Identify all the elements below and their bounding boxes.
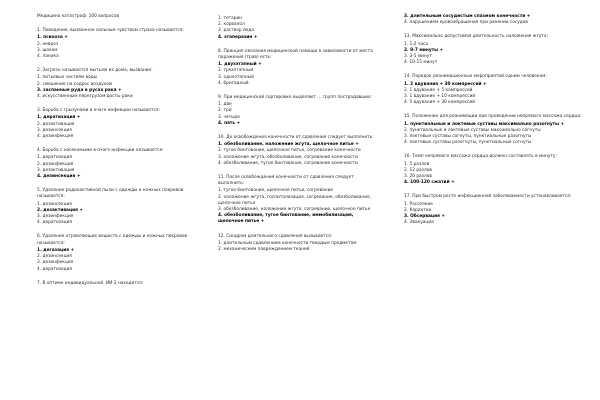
option-number: 2. [218,68,223,74]
question-block [218,135,378,167]
option-text: дератизация [42,266,72,272]
option-number: 4. [218,120,223,126]
question-text [218,234,378,240]
question-number: 10. [218,135,225,141]
question-label: В оптиме индивидуальной. ИИ-2 находится: [42,280,144,286]
question-text [404,154,582,160]
question-number: 3. [37,108,42,114]
option-number: 2. [404,167,409,173]
option-text: пунктиальные и локтевые суставы максимально разогнуты [410,121,560,127]
answer-option [218,81,378,87]
answer-option [404,140,582,146]
correct-mark: + [481,81,487,87]
option-number: 4. [37,94,42,100]
option-text: пунктиальные и локтевые суставы максимально согнуты [409,127,541,133]
option-text: 1 вдувание + 5 компрессий [409,87,473,93]
option-number: 3. [37,47,42,53]
question-block [404,154,582,186]
question-block [37,234,205,272]
option-number: 2. [404,127,409,133]
question-text [404,74,582,80]
option-text: одноэтапный [223,74,254,80]
option-number: 2. [37,41,42,47]
option-number: 3. [37,87,42,93]
answer-option [404,220,582,226]
option-text: 100-120 сжатий [410,180,450,186]
question-label: Принцип оказания медицинской помощи в зависимости от места поражения (трав) есть: [218,48,373,61]
answer-option [218,195,378,207]
correct-mark: + [75,115,81,121]
option-text: Рассеяние [409,201,433,207]
option-number: 2. [404,87,409,93]
option-text: наложение жгута, обезболивание, согревание конечности [223,154,358,160]
option-number: 1. [37,247,42,253]
question-label: Порядок реанимационных мероприятий одним человеком: [412,74,547,80]
correct-mark: + [449,180,455,186]
option-text: шоком [42,47,58,53]
correct-mark: + [439,214,445,220]
option-text: локтевые суставы разогнуты, пунктиальные согнуты [409,140,532,146]
option-number: 3. [37,127,42,133]
option-text: нарушением кровообращения при ранении сосудов [409,20,528,26]
option-text: этаперазин [224,34,253,40]
question-text [37,281,205,287]
option-number: 3. [404,54,409,60]
question-number: 1. [37,28,42,34]
option-text: обезболивание, тугое бинтование, иммобилизация, щелочное питье [218,213,354,225]
option-text: дезинсекция [42,127,72,133]
answer-option [218,247,378,253]
option-text: смешение на содрос воздухом [42,81,113,87]
option-text: дезинфекция [42,260,74,266]
correct-mark: + [116,87,122,93]
option-number: 1. [37,35,42,41]
correct-mark: + [77,207,84,213]
question-block [37,28,205,60]
option-number: 4. [218,160,223,166]
option-text: психоза [43,35,63,41]
question-number: 9. [218,95,223,101]
question-label: Максимально допустимая длительность наложения жгута: [412,34,548,40]
option-number: 1. [37,75,42,81]
question-block [218,175,378,226]
option-number: 3. [218,28,223,34]
option-number: 1. [37,155,42,161]
answer-option [37,134,205,140]
question-block [404,74,582,106]
question-text [37,68,205,74]
option-number: 2. [218,108,223,114]
option-text: раствор йода [223,28,254,34]
option-number: 2. [37,207,42,213]
option-text: дезактивация [42,121,75,127]
option-text: дезактивация [43,207,78,213]
option-number: 3. [404,134,409,140]
option-number: 3. [404,174,409,180]
answer-correct [218,121,378,127]
column-1 [37,14,205,288]
question-text [37,108,205,114]
option-number: 4. [404,20,409,26]
option-number: 2. [37,254,42,260]
question-text [404,194,582,200]
column-3 [404,14,582,226]
question-block [218,16,378,41]
correct-mark: + [235,120,241,126]
option-text: Обсервация [410,214,440,220]
question-block [37,68,205,100]
option-text: дезинфекция [42,214,74,220]
option-number: 3. [404,94,409,100]
option-number: 4. [218,80,223,86]
correct-mark: + [353,142,359,148]
answer-option [404,60,582,66]
column-2 [218,16,378,253]
option-number: 3. [37,260,42,266]
question-label: Борьба с грызунами в очаге инфекции называется: [42,108,160,114]
option-text: механическим повреждением тканей [223,247,310,253]
option-text: дезинфекция [42,161,74,167]
option-text: дезинфекция [42,134,74,140]
answer-option [404,20,582,26]
question-block [404,14,582,26]
option-number: 3. [37,214,42,220]
option-text: Карантин [409,207,432,213]
option-number: 1. [218,62,223,68]
option-number: 4. [404,180,409,186]
option-number: 3. [218,154,223,160]
option-number: 4. [404,60,409,66]
option-text: тугое бинтование, щелочное питье, согревание [223,188,334,194]
option-number: 3. [218,207,223,213]
option-text: трехэтапный [223,68,254,74]
question-label: Удаление радиоактивной пыли с одежды и кожных покровов называется: [37,188,184,200]
question-label: Темп непрямого массажа сердца должен составлять в минуту: [412,154,557,160]
question-text [37,234,205,246]
question-text [218,95,378,101]
option-number: 3. [404,14,409,19]
option-text: 2 вдувания + 30 компрессий [410,81,482,87]
option-number: 1. [404,201,409,207]
option-number: 4. [404,140,409,146]
option-text: 5 разлов [409,161,430,167]
question-block [404,34,582,66]
option-number: 3. [218,114,223,120]
option-text: тетарин [223,16,243,21]
question-text [404,34,582,40]
option-number: 1. [404,161,409,167]
answer-option [37,54,205,60]
answer-option [37,220,205,226]
option-number: 1. [218,240,223,246]
option-text: искусственным перегрузом досты раки [42,94,133,100]
option-text: двухэтапный [224,62,257,68]
option-number: 1. [37,201,42,207]
question-text [37,148,205,154]
option-text: бригадный [223,80,249,86]
question-text [37,28,205,34]
option-text: четыре [223,114,240,120]
option-number: 1. [404,121,409,127]
option-number: 4. [37,134,42,140]
option-text: дезинсекция [43,174,76,180]
question-label: Положение для реанимации при проведении непрямого массажа сердца: [412,114,582,120]
option-number: 2. [218,148,223,154]
question-label: До освобождения конечности от сдавления следует выполнить: [226,135,374,141]
option-text: дегазация [43,247,70,253]
correct-mark: + [559,121,565,127]
option-text: дератизация [42,155,72,161]
question-number: 6. [37,234,42,240]
option-number: 1. [218,142,223,148]
option-text: дезинсекция [42,254,72,260]
question-number: 4. [37,148,42,154]
option-number: 2. [218,247,223,253]
option-text: три [223,108,232,114]
option-number: 3. [404,214,409,220]
correct-mark: + [438,47,444,53]
answer-correct [218,35,378,41]
option-text: обезболивание, наложение жгута, щелочное питье [224,142,354,148]
question-label: Синдром длительного сдавления вызывается: [226,233,333,239]
option-number: 4. [404,100,409,106]
correct-mark: + [69,247,75,253]
option-number: 4. [37,266,42,272]
question-label: При медицинской сортировке выделяют ... групп пострадавших: [223,95,372,101]
question-block [218,49,378,87]
option-number: 2. [218,22,223,28]
option-number: 2. [37,81,42,87]
option-number: 1. [218,102,223,108]
page-title: Медицина катастроф. 100 вопросов [37,14,120,19]
option-number: 1. [218,188,223,194]
option-text: Эвакуация [409,220,434,226]
question-label: Борьба с насекомыми в очаге инфекции называется: [42,148,164,154]
option-text: дезактивация [42,167,75,173]
question-block [37,148,205,180]
question-block [37,108,205,140]
option-text: паника [42,54,59,60]
question-text [37,188,205,200]
option-text: невроз [42,41,59,47]
question-block [218,95,378,127]
question-number: 8. [218,48,223,54]
option-text: длительным сдавлением конечности твердым предметом [223,240,357,246]
question-block [404,114,582,146]
option-text: длительным сосудистым спазмом конечности [410,14,526,19]
option-text: дезинсекция [42,201,72,207]
question-number: 12. [218,233,225,239]
option-text: 20 разлов [409,174,432,180]
option-text: локтевые суставы согнуты, пунктиальные разогнуты [409,134,532,140]
option-text: 10-15 минут [409,60,438,66]
question-label: Удаление отравляющих веществ с одежды и кожных покровов называется: [37,234,188,246]
option-text: обезболивание, наложение жгута, согревание, щелочное питье [223,207,371,213]
option-text: дератизация [43,115,76,121]
question-text [218,175,378,187]
option-number: 3. [37,167,42,173]
correct-mark: + [62,35,68,41]
question-block [404,194,582,226]
question-text [404,114,582,120]
question-label: Загрязн называется мытьем их дома, вызвание: [42,68,153,74]
option-text: обезболивание, тугое бинтование, согревание конечности [223,160,358,166]
option-number: 1. [218,16,223,21]
correct-mark: + [525,14,531,19]
option-text: питьевых частиям воды [42,75,98,81]
option-text: дератизация [42,220,72,226]
answer-option [37,94,205,100]
correct-mark: + [75,174,81,180]
option-text: наложение жгута, госпитализация, согревание, обезболивание, щелочное питье [218,194,372,206]
option-number: 4. [37,54,42,60]
option-number: 4. [37,220,42,226]
option-text: две [223,102,232,108]
question-number: 5. [37,188,42,194]
correct-mark: + [259,219,265,225]
question-number: 2. [37,68,42,74]
option-text: тугое бинтование, щелочное питье, согревание конечности [223,148,361,154]
question-block [218,234,378,254]
option-number: 4. [218,213,223,219]
option-text: заспанные руда в русах рака [43,87,117,93]
option-number: 3. [218,74,223,80]
option-number: 2. [37,121,42,127]
answer-option [218,161,378,167]
option-number: 2. [218,194,223,200]
option-text: 5 вдувания + 30 компрессий [409,100,476,106]
option-text: 1-2 часа [409,41,429,47]
option-number: 2. [404,47,409,53]
question-text [218,135,378,141]
option-number: 1. [37,115,42,121]
correct-mark: + [256,62,262,68]
answer-correct [404,180,582,186]
option-text: пять [224,120,236,126]
answer-correct [218,213,378,225]
option-text: 12 разлов [409,167,432,173]
option-text: корвалол [223,22,245,28]
question-number: 13. [404,34,411,40]
question-number: 11. [218,175,225,181]
answer-option [404,100,582,106]
option-number: 2. [404,207,409,213]
question-number: 7. [37,280,42,286]
answer-option [37,267,205,273]
option-text: 8-7 минуты [410,47,439,53]
question-number: 16. [404,154,411,160]
question-block [37,281,205,287]
option-number: 4. [37,174,42,180]
option-number: 4. [218,34,223,40]
question-number: 15. [404,114,411,120]
option-number: 2. [37,161,42,167]
question-text [218,49,378,61]
question-label: После освобождения конечности от сдавления следует выполнить: [218,175,354,187]
option-number: 1. [404,81,409,87]
option-text: 3-5 минут [409,54,432,60]
question-block [37,188,205,226]
question-number: 17. [404,194,411,200]
question-number: 14. [404,74,411,80]
question-label: При быстром росте инфекционной заболеваемости устанавливается: [412,194,572,200]
option-number: 1. [404,41,409,47]
question-label: Поведение, вызванное сильным чувством страха называется: [42,28,184,34]
option-number: 4. [404,220,409,226]
option-text: 1 вдувание + 10 компрессий [409,94,476,100]
answer-correct [37,174,205,180]
correct-mark: + [252,34,258,40]
